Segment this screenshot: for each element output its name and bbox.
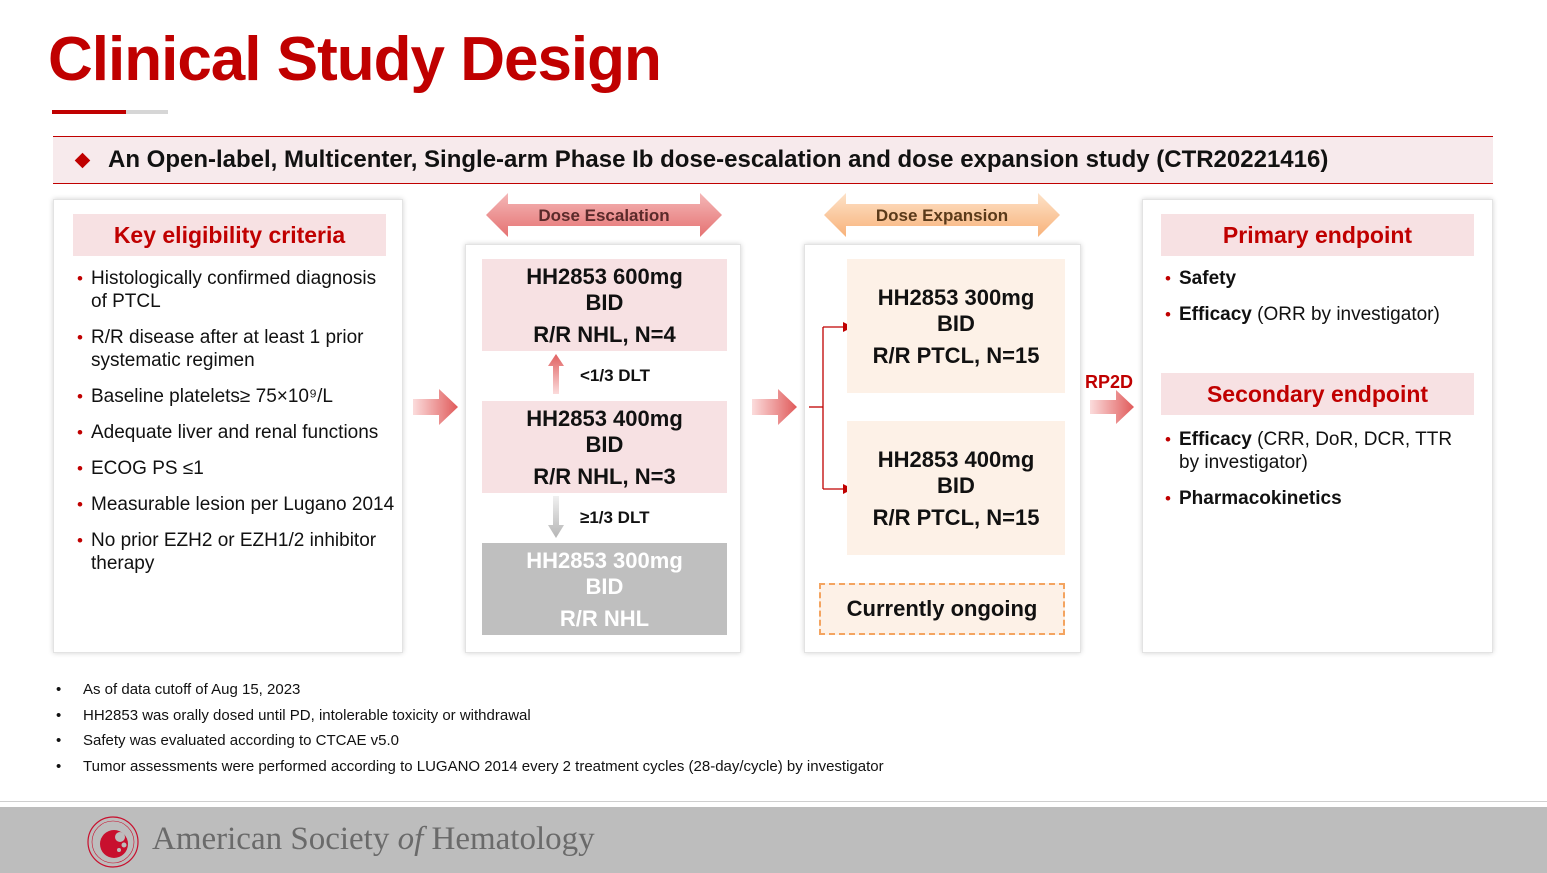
diamond-bullet-icon xyxy=(75,153,91,169)
dose-frequency: BID xyxy=(937,473,975,498)
arrow-down-icon xyxy=(548,496,564,538)
list-item: • Adequate liver and renal functions xyxy=(73,421,395,444)
list-item: • Safety xyxy=(1161,267,1481,290)
flow-arrow-icon xyxy=(413,388,459,426)
dose-expansion-panel xyxy=(804,244,1081,653)
expansion-arm-400mg xyxy=(847,421,1065,555)
primary-endpoint-list xyxy=(1161,267,1481,339)
dose-name: HH2853 600mg xyxy=(526,264,683,289)
list-item: • ECOG PS ≤1 xyxy=(73,457,395,480)
list-item: • R/R disease after at least 1 prior systematic regimen xyxy=(73,326,395,372)
dose-box-400mg xyxy=(482,401,727,493)
eligibility-list xyxy=(73,267,395,588)
organization-name: American Society of Hematology xyxy=(152,821,595,857)
dose-box-300mg xyxy=(482,543,727,635)
footer-divider xyxy=(0,801,1547,802)
dose-population: R/R NHL, N=3 xyxy=(533,464,676,489)
study-banner xyxy=(53,136,1493,184)
footer-bar xyxy=(0,807,1547,873)
dose-population: R/R PTCL, N=15 xyxy=(872,343,1040,368)
dose-escalation-panel xyxy=(465,244,741,653)
list-item: • Efficacy (ORR by investigator) xyxy=(1161,303,1481,326)
secondary-endpoint-list xyxy=(1161,428,1461,523)
endpoints-panel xyxy=(1142,199,1493,653)
dose-population: R/R PTCL, N=15 xyxy=(872,505,1040,530)
list-item: • No prior EZH2 or EZH1/2 inhibitor therapy xyxy=(73,529,395,575)
dose-frequency: BID xyxy=(585,574,624,599)
expansion-arm-300mg xyxy=(847,259,1065,393)
dlt-down-label: ≥1/3 DLT xyxy=(580,508,650,527)
title-underline-accent xyxy=(52,110,126,114)
list-item: • Baseline platelets≥ 75×10⁹/L xyxy=(73,385,395,408)
page-title: Clinical Study Design xyxy=(48,25,661,94)
dose-frequency: BID xyxy=(585,432,624,457)
rp2d-label: RP2D xyxy=(1085,372,1134,392)
dlt-up-label: <1/3 DLT xyxy=(580,366,651,385)
dose-box-600mg xyxy=(482,259,727,351)
dose-expansion-label: Dose Expansion xyxy=(875,206,1009,225)
primary-endpoint-heading: Primary endpoint xyxy=(1161,214,1474,256)
eligibility-panel xyxy=(53,199,403,653)
dose-name: HH2853 400mg xyxy=(526,406,683,431)
rp2d-arrow-icon xyxy=(1090,390,1134,424)
secondary-endpoint-heading: Secondary endpoint xyxy=(1161,373,1474,415)
footnote: • Tumor assessments were performed according to LUGANO 2014 every 2 treatment cycles (28-day/cycle) by investigator xyxy=(56,754,884,780)
footnote: • HH2853 was orally dosed until PD, intolerable toxicity or withdrawal xyxy=(56,703,884,729)
list-item: • Histologically confirmed diagnosis of PTCL xyxy=(73,267,395,313)
dose-escalation-label: Dose Escalation xyxy=(538,206,670,225)
list-item: • Measurable lesion per Lugano 2014 xyxy=(73,493,395,516)
dose-name: HH2853 300mg xyxy=(877,285,1035,310)
dose-population: R/R NHL, N=4 xyxy=(533,322,676,347)
list-item: • Efficacy (CRR, DoR, DCR, TTR by investigator) xyxy=(1161,428,1461,474)
dose-name: HH2853 400mg xyxy=(877,447,1035,472)
flow-arrow-icon xyxy=(752,388,798,426)
study-banner-text: An Open-label, Multicenter, Single-arm Phase Ib dose-escalation and dose expansion study (CTR20221416) xyxy=(108,146,1329,173)
footnote: • Safety was evaluated according to CTCAE v5.0 xyxy=(56,728,884,754)
dose-frequency: BID xyxy=(937,311,975,336)
status-badge: Currently ongoing xyxy=(819,583,1065,635)
title-underline-grey xyxy=(126,110,168,114)
list-item: • Pharmacokinetics xyxy=(1161,487,1461,510)
footnote: • As of data cutoff of Aug 15, 2023 xyxy=(56,677,884,703)
dose-name: HH2853 300mg xyxy=(526,548,683,573)
dose-population: R/R NHL xyxy=(559,606,650,631)
footnotes xyxy=(56,677,884,780)
ash-logo-icon xyxy=(86,815,140,869)
eligibility-heading: Key eligibility criteria xyxy=(73,214,386,256)
arrow-up-icon xyxy=(548,354,564,394)
dose-frequency: BID xyxy=(585,290,624,315)
